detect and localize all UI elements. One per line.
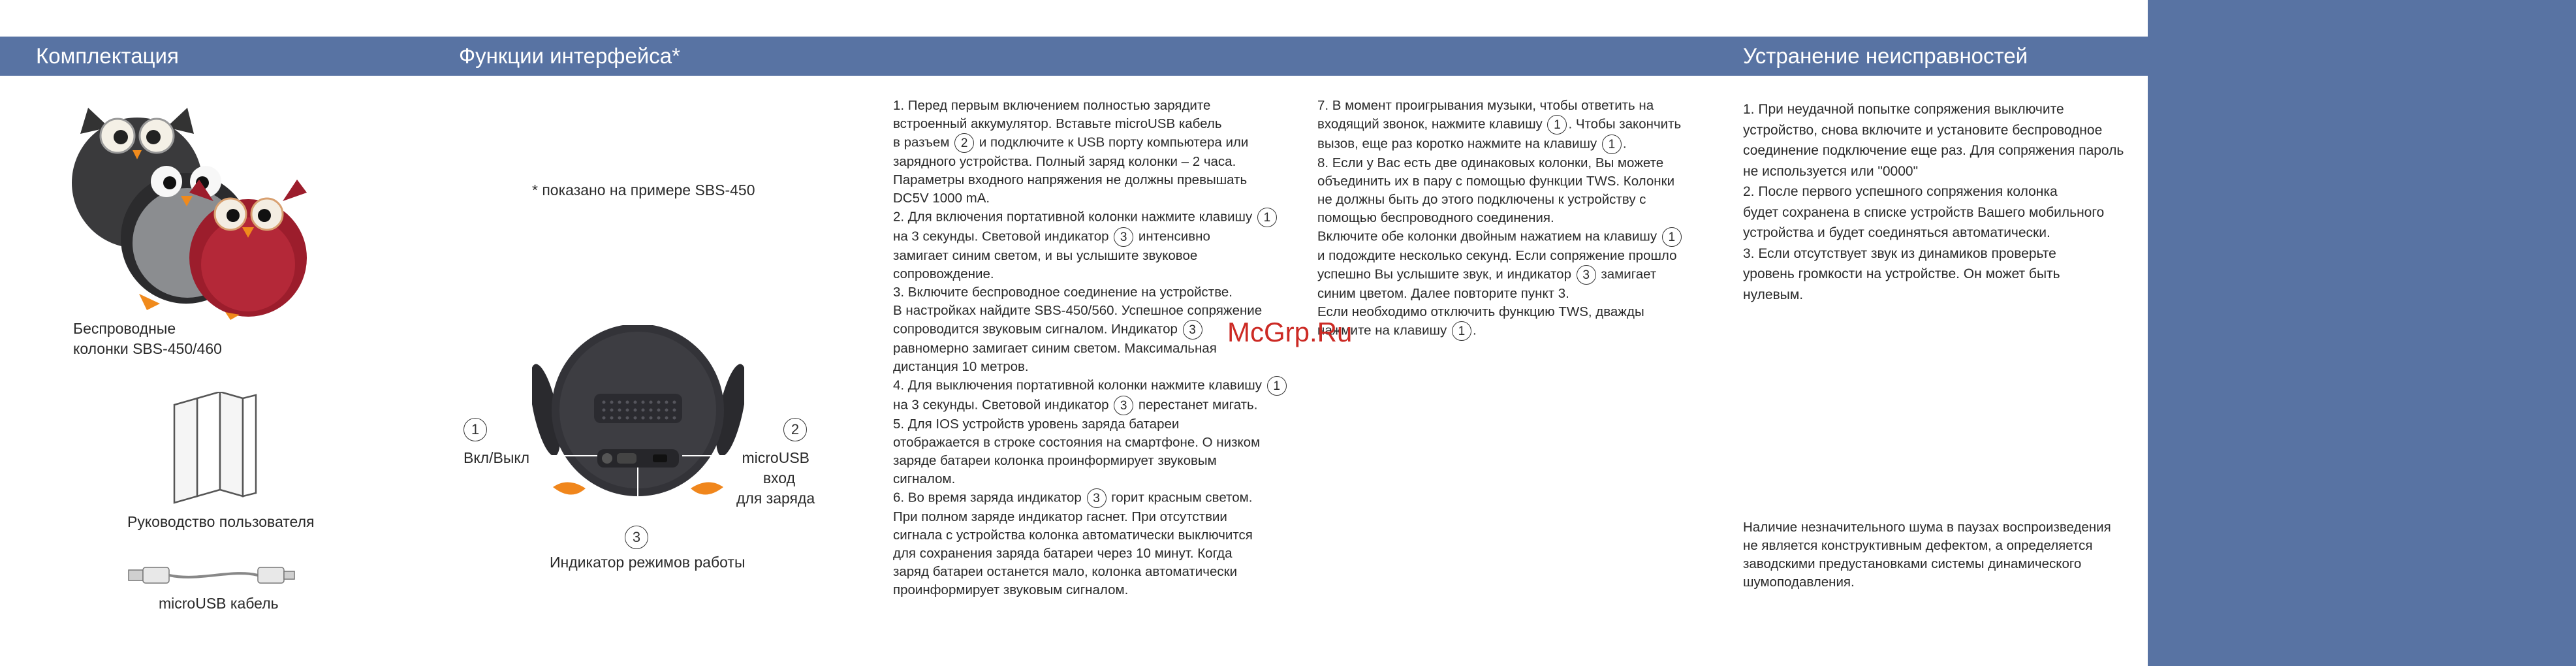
instruction-line [893, 153, 1288, 171]
troubleshoot-line: шумоподавления. [1743, 575, 1855, 590]
instruction-line [893, 247, 1288, 265]
header-package: Комплектация [36, 44, 179, 68]
troubleshoot-line: 2. После первого успешного сопряжения колонка [1743, 184, 2058, 199]
instruction-text: объединить их в пару с помощью функции TWS. Колонки [1317, 174, 1675, 189]
instruction-line [893, 545, 1288, 563]
instruction-line [1317, 97, 1683, 115]
instruction-line [1317, 209, 1683, 227]
instruction-text: не должны быть до этого подключены к устройству с [1317, 192, 1646, 207]
troubleshoot-line: не используется или "0000" [1743, 163, 1919, 179]
instruction-text: входящий звонок, нажмите клавишу [1317, 116, 1547, 132]
instruction-line [893, 133, 1288, 153]
instruction-line [1317, 154, 1683, 172]
instruction-text: . [1622, 136, 1627, 151]
instruction-line [893, 581, 1288, 599]
watermark: McGrp.Ru [1227, 317, 1353, 347]
manual-booklet-icon [171, 392, 259, 506]
instruction-text: . Чтобы закончить [1568, 116, 1682, 132]
header-interface: Функции интерфейса* [459, 44, 680, 68]
label-indicator: Индикатор режимов работы [550, 554, 746, 571]
label-usb: microUSB вход для заряда [736, 449, 815, 507]
instruction-text: интенсивно [1135, 229, 1210, 244]
instruction-line [893, 97, 1288, 115]
right-panel [2148, 0, 2576, 666]
troubleshoot-line: устройства и будет соединяться автоматически. [1743, 225, 2050, 240]
instruction-text: При полном заряде индикатор гаснет. При отсутствии [893, 509, 1227, 524]
instruction-text: сопровождение. [893, 266, 994, 281]
button-number-marker: 3 [1087, 488, 1107, 508]
instruction-text: заряд батареи останется мало, колонка автоматически [893, 564, 1238, 579]
button-number-marker: 1 [1452, 321, 1471, 341]
instruction-line [1317, 247, 1683, 265]
troubleshoot-line: не является конструктивным дефектом, а определяется [1743, 538, 2093, 553]
instruction-text: помощью беспроводного соединения. [1317, 210, 1554, 225]
instruction-text: в разъем [893, 135, 954, 150]
button-number-marker: 1 [1662, 227, 1682, 247]
usb-cable-icon [127, 563, 304, 588]
troubleshoot-line: устройство, снова включите и установите беспроводное [1743, 122, 2103, 138]
instruction-text: зарядного устройства. Полный заряд колонки – 2 часа. [893, 154, 1236, 169]
callout-3: 3 [625, 526, 648, 549]
instruction-line [893, 358, 1288, 376]
instruction-line [893, 227, 1288, 247]
instruction-text: 5. Для IOS устройств уровень заряда батареи [893, 417, 1180, 432]
label-power: Вкл/Выкл [463, 449, 530, 466]
instruction-text: заряде батареи колонка проинформирует звуковым [893, 453, 1217, 468]
instruction-line [1317, 321, 1683, 341]
instructions-column-2 [1317, 97, 1683, 341]
troubleshoot-line: 3. Если отсутствует звук из динамиков проверьте [1743, 246, 2056, 261]
instruction-text: на 3 секунды. Световой индикатор [893, 229, 1113, 244]
instruction-text: вызов, еще раз коротко нажмите на клавишу [1317, 136, 1601, 151]
header-troubleshoot: Устранение неисправностей [1743, 44, 2028, 68]
instruction-text: замигает синим светом, и вы услышите звуковое [893, 248, 1198, 263]
instruction-text: нажмите на клавишу [1317, 323, 1451, 338]
instruction-line [893, 470, 1288, 488]
instruction-text: Если необходимо отключить функцию TWS, дважды [1317, 304, 1644, 319]
button-number-marker: 1 [1547, 115, 1567, 135]
instruction-text: 8. Если у Вас есть две одинаковых колонки, Вы можете [1317, 155, 1664, 170]
instruction-text: 4. Для выключения портативной колонки нажмите клавишу [893, 377, 1266, 393]
callout-2: 2 [783, 418, 807, 441]
button-number-marker: 1 [1257, 208, 1277, 227]
instruction-text: . [1472, 323, 1477, 338]
instruction-text: сигнала с устройства колонка автоматически выключится [893, 528, 1253, 543]
instruction-text: и подождите несколько секунд. Если сопряжение прошло [1317, 248, 1677, 263]
troubleshoot-line: Наличие незначительного шума в паузах воспроизведения [1743, 520, 2111, 535]
instruction-line [893, 488, 1288, 508]
troubleshoot-line: 1. При неудачной попытке сопряжения выключите [1743, 102, 2064, 117]
button-number-marker: 1 [1602, 135, 1622, 154]
button-number-marker: 3 [1183, 320, 1202, 340]
button-number-marker: 1 [1267, 376, 1287, 396]
interface-note: * показано на примере SBS-450 [532, 182, 755, 198]
instruction-text: 3. Включите беспроводное соединение на устройстве. [893, 285, 1233, 300]
cable-caption: microUSB кабель [159, 595, 279, 612]
instruction-line [893, 396, 1288, 415]
button-number-marker: 2 [954, 133, 974, 153]
instruction-line [893, 452, 1288, 470]
instruction-text: горит красным светом. [1107, 490, 1253, 505]
instruction-text: равномерно замигает синим светом. Максимальная [893, 341, 1217, 356]
instruction-line [893, 265, 1288, 283]
instruction-text: для сохранения заряда батареи через 10 минут. Когда [893, 546, 1233, 561]
troubleshoot-line: нулевым. [1743, 287, 1804, 302]
instruction-text: синим цветом. Далее повторите пункт 3. [1317, 286, 1569, 301]
instruction-line [1317, 303, 1683, 321]
instruction-text: сопроводится звуковым сигналом. Индикатор [893, 321, 1182, 337]
penguin-speaker-illustration [532, 325, 744, 508]
instruction-text: Параметры входного напряжения не должны превышать [893, 172, 1248, 187]
instruction-text: Включите обе колонки двойным нажатием на клавишу [1317, 229, 1661, 244]
troubleshoot-line: заводскими предустановками системы динамического [1743, 556, 2082, 571]
instruction-line [893, 434, 1288, 452]
instruction-line [893, 508, 1288, 526]
instruction-text: на 3 секунды. Световой индикатор [893, 397, 1113, 413]
instruction-line [893, 171, 1288, 189]
troubleshoot-line: соединение подключение еще раз. Для сопряжения пароль [1743, 143, 2124, 158]
troubleshoot-line: уровень громкости на устройстве. Он может быть [1743, 266, 2060, 281]
instruction-text: проинформирует звуковым сигналом. [893, 582, 1129, 597]
instructions-column-1 [893, 97, 1288, 599]
instruction-line [1317, 265, 1683, 285]
instruction-text: успешно Вы услышите звук, и индикатор [1317, 266, 1575, 282]
instruction-text: DC5V 1000 mA. [893, 191, 990, 206]
instruction-line [893, 415, 1288, 434]
instruction-text: сигналом. [893, 471, 956, 486]
instruction-line [893, 208, 1288, 227]
instruction-line [893, 115, 1288, 133]
troubleshoot-note [1743, 518, 2111, 592]
instruction-text: замигает [1597, 266, 1657, 282]
callout-1: 1 [463, 418, 487, 441]
instruction-line [1317, 191, 1683, 209]
button-number-marker: 3 [1114, 227, 1133, 247]
instruction-line [1317, 227, 1683, 247]
instruction-text: 6. Во время заряда индикатор [893, 490, 1086, 505]
instruction-line [1317, 285, 1683, 303]
manual-caption: Руководство пользователя [127, 513, 315, 530]
instruction-line [893, 526, 1288, 545]
button-number-marker: 3 [1577, 265, 1596, 285]
instruction-line [1317, 172, 1683, 191]
instruction-text: 2. Для включения портативной колонки нажмите клавишу [893, 209, 1256, 225]
instruction-text: дистанция 10 метров. [893, 359, 1029, 374]
instruction-line [1317, 115, 1683, 135]
instruction-text: встроенный аккумулятор. Вставьте microUSB кабель [893, 116, 1222, 131]
button-number-marker: 3 [1114, 396, 1133, 415]
instruction-line [893, 376, 1288, 396]
instruction-line [893, 189, 1288, 208]
instruction-line [893, 283, 1288, 302]
instruction-text: В настройках найдите SBS-450/560. Успешное сопряжение [893, 303, 1263, 318]
owl-speakers-illustration [69, 104, 317, 320]
instruction-text: отображается в строке состояния на смартфоне. О низком [893, 435, 1261, 450]
instruction-text: 7. В момент проигрывания музыки, чтобы ответить на [1317, 98, 1654, 113]
troubleshoot-line: будет сохранена в списке устройств Вашего мобильного [1743, 204, 2105, 220]
instruction-text: перестанет мигать. [1135, 397, 1258, 413]
troubleshoot-list [1743, 99, 2124, 305]
instruction-line [893, 563, 1288, 581]
instruction-text: 1. Перед первым включением полностью зарядите [893, 98, 1211, 113]
speakers-caption: Беспроводные колонки SBS-450/460 [73, 320, 222, 357]
instruction-text: и подключите к USB порту компьютера или [975, 135, 1249, 150]
instruction-line [1317, 135, 1683, 154]
